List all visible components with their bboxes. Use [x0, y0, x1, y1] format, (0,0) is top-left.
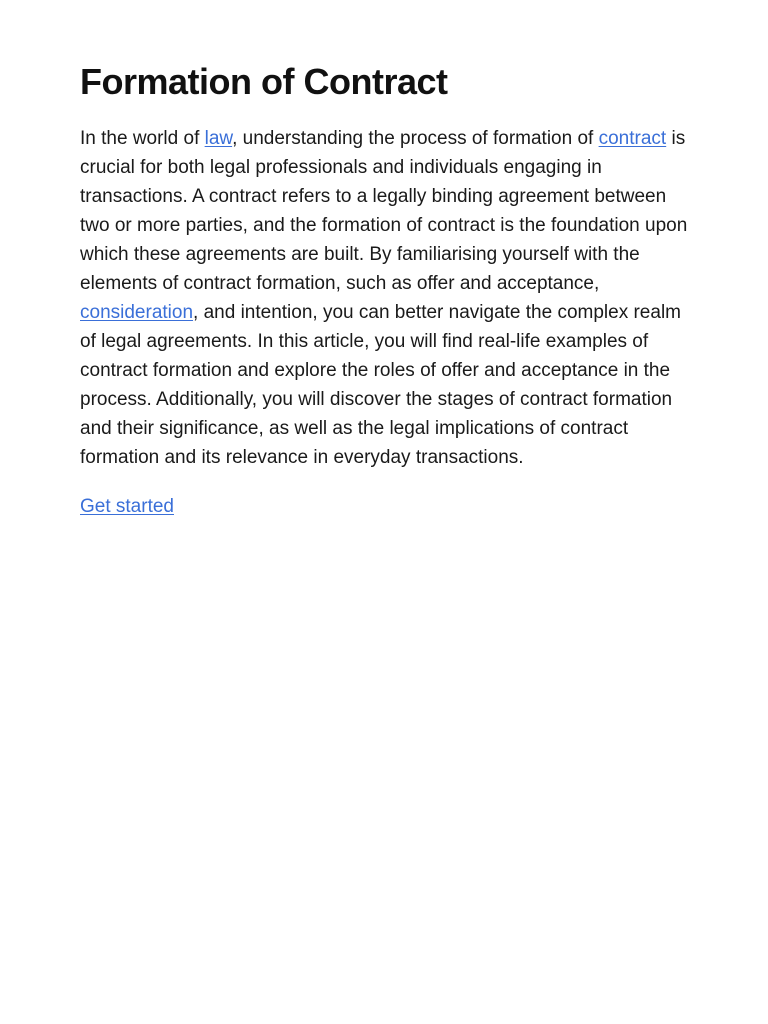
page-title: Formation of Contract — [80, 61, 448, 102]
intro-paragraph — [80, 124, 692, 472]
intro-text-3: is crucial for both legal professionals and individuals engaging in transactions. A contract refers to a legally binding agreement between two or more parties, and the formation of contract is the foundation upon which these agreements are built. By familiarising yourself with the elements of contract formation, such as offer and acceptance, — [80, 128, 688, 294]
get-started-link[interactable]: Get started — [80, 496, 174, 517]
intro-text-4: , and intention, you can better navigate the complex realm of legal agreements. In this article, you will find real-life examples of contract formation and explore the roles of offer and acceptance in the process. Additionally, you will discover the stages of contract formation and their significance, as well as the legal implications of contract formation and its relevance in everyday transactions. — [80, 302, 681, 468]
law-link[interactable]: law — [204, 128, 233, 149]
intro-text-1: In the world of — [80, 128, 205, 149]
consideration-link[interactable]: consideration — [80, 302, 194, 323]
intro-text-2: , understanding the process of formation of — [232, 128, 599, 149]
contract-link[interactable]: contract — [598, 128, 667, 149]
